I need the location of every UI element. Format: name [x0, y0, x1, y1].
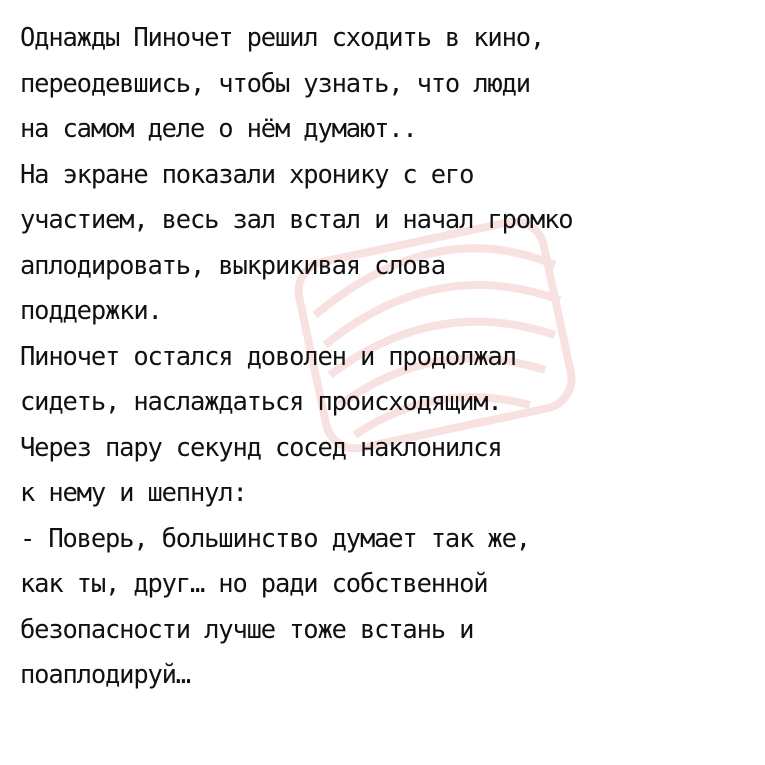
text-line: Через пару секунд сосед наклонился — [20, 432, 502, 463]
text-line: сидеть, наслаждаться происходящим. — [20, 387, 502, 417]
text-line: переодевшись, чтобы узнать, что люди — [20, 68, 530, 99]
text-line: безопасности лучше тоже встань и — [20, 614, 474, 645]
text-line: аплодировать, выкрикивая слова — [20, 250, 445, 281]
text-line: Пиночет остался доволен и продолжал — [20, 341, 516, 372]
text-line: к нему и шепнул: — [20, 478, 247, 508]
text-line: Однажды Пиночет решил сходить в кино, — [20, 23, 545, 53]
text-line: на самом деле о нём думают.. — [20, 114, 417, 144]
text-line: участием, весь зал встал и начал громко — [20, 205, 573, 235]
story-text — [20, 16, 750, 699]
text-line: как ты, друг… но ради собственной — [20, 569, 488, 599]
text-line: На экране показали хронику с его — [20, 159, 474, 190]
text-line: - Поверь, большинство думает так же, — [20, 523, 530, 554]
text-line: поаплодируй… — [20, 660, 190, 690]
text-line: поддержки. — [20, 296, 162, 326]
